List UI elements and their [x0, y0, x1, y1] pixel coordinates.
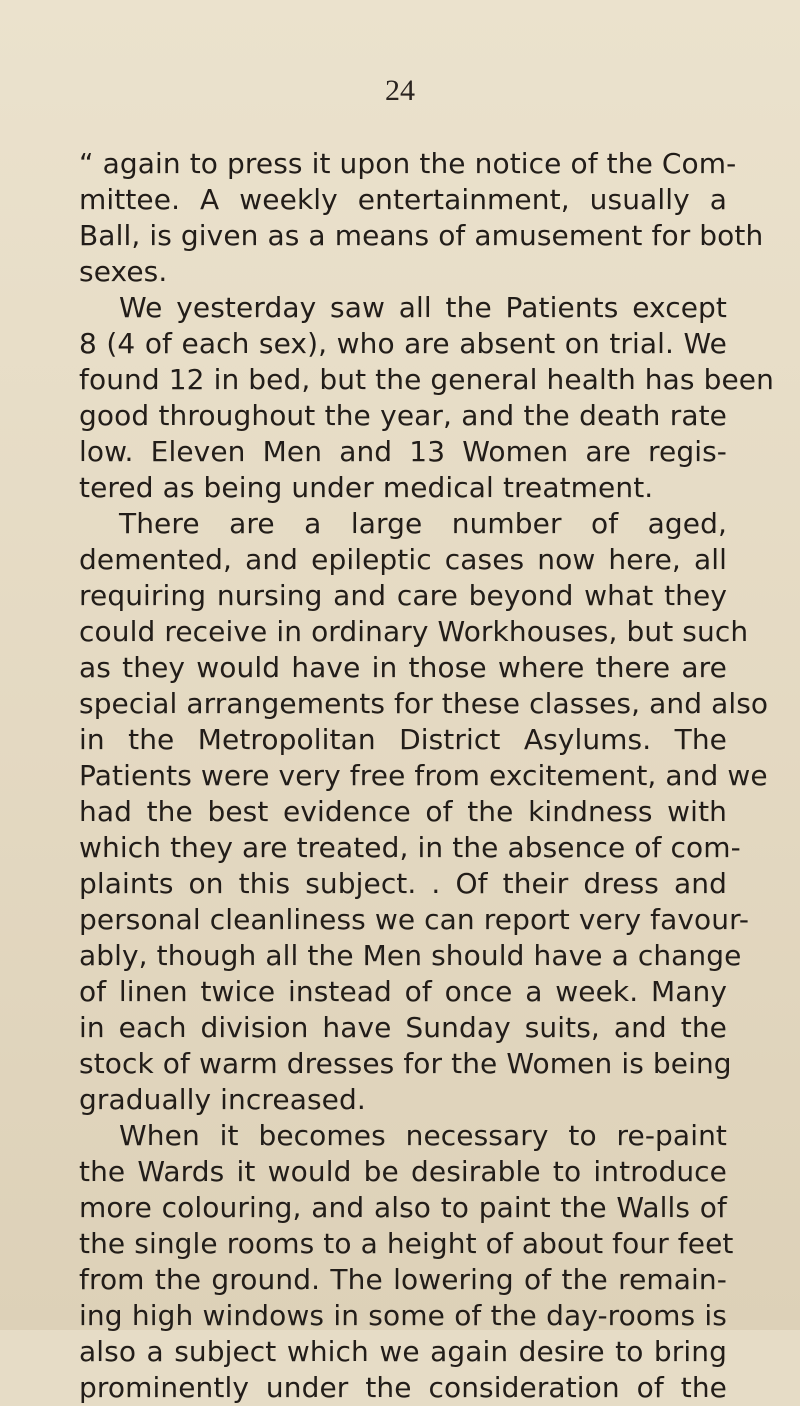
paragraph-1: [79, 146, 764, 290]
paragraph-3: [79, 506, 769, 1118]
text-line: low. Eleven Men and 13 Women are regis-: [79, 435, 727, 468]
page-number: 24: [385, 74, 415, 107]
text-line: requiring nursing and care beyond what they: [79, 579, 727, 612]
text-line: the single rooms to a height of about four feet: [79, 1227, 734, 1260]
text-line: more colouring, and also to paint the Walls of: [79, 1191, 727, 1224]
text-line: stock of warm dresses for the Women is being: [79, 1047, 732, 1080]
text-line: We yesterday saw all the Patients except: [119, 291, 727, 324]
text-line: in the Metropolitan District Asylums. The: [79, 723, 727, 756]
text-line: also a subject which we again desire to bring: [79, 1335, 727, 1368]
text-line: There are a large number of aged,: [119, 507, 727, 540]
text-line: mittee. A weekly entertainment, usually a: [79, 183, 727, 216]
text-line: When it becomes necessary to re-paint: [119, 1119, 727, 1152]
text-line: prominently under the consideration of the: [79, 1371, 727, 1404]
text-line: 8 (4 of each sex), who are absent on trial. We: [79, 327, 727, 360]
text-line: ably, though all the Men should have a change: [79, 939, 742, 972]
text-line: sexes.: [79, 255, 168, 288]
text-line: tered as being under medical treatment.: [79, 471, 654, 504]
text-line: special arrangements for these classes, and also: [79, 687, 769, 720]
text-line: in each division have Sunday suits, and the: [79, 1011, 727, 1044]
text-line: good throughout the year, and the death rate: [79, 399, 727, 432]
text-line: as they would have in those where there are: [79, 651, 727, 684]
text-line: had the best evidence of the kindness with: [79, 795, 727, 828]
text-line: demented, and epileptic cases now here, all: [79, 543, 727, 576]
text-line: the Wards it would be desirable to introduce: [79, 1155, 727, 1188]
text-line: plaints on this subject. . Of their dress and: [79, 867, 727, 900]
paragraph-2: [79, 290, 774, 506]
body-text: [79, 146, 774, 1406]
text-line: from the ground. The lowering of the remain-: [79, 1263, 727, 1296]
paragraph-4: [79, 1118, 734, 1406]
text-line: gradually increased.: [79, 1083, 366, 1116]
text-line: Patients were very free from excitement, and we: [79, 759, 768, 792]
text-line: personal cleanliness we can report very favour-: [79, 903, 750, 936]
text-line: found 12 in bed, but the general health has been: [79, 363, 774, 396]
text-line: could receive in ordinary Workhouses, but such: [79, 615, 749, 648]
text-line: “ again to press it upon the notice of the Com-: [79, 147, 737, 180]
text-line: ing high windows in some of the day-rooms is: [79, 1299, 727, 1332]
text-line: which they are treated, in the absence of com-: [79, 831, 741, 864]
text-line: of linen twice instead of once a week. Many: [79, 975, 727, 1008]
text-line: Ball, is given as a means of amusement for both: [79, 219, 764, 252]
